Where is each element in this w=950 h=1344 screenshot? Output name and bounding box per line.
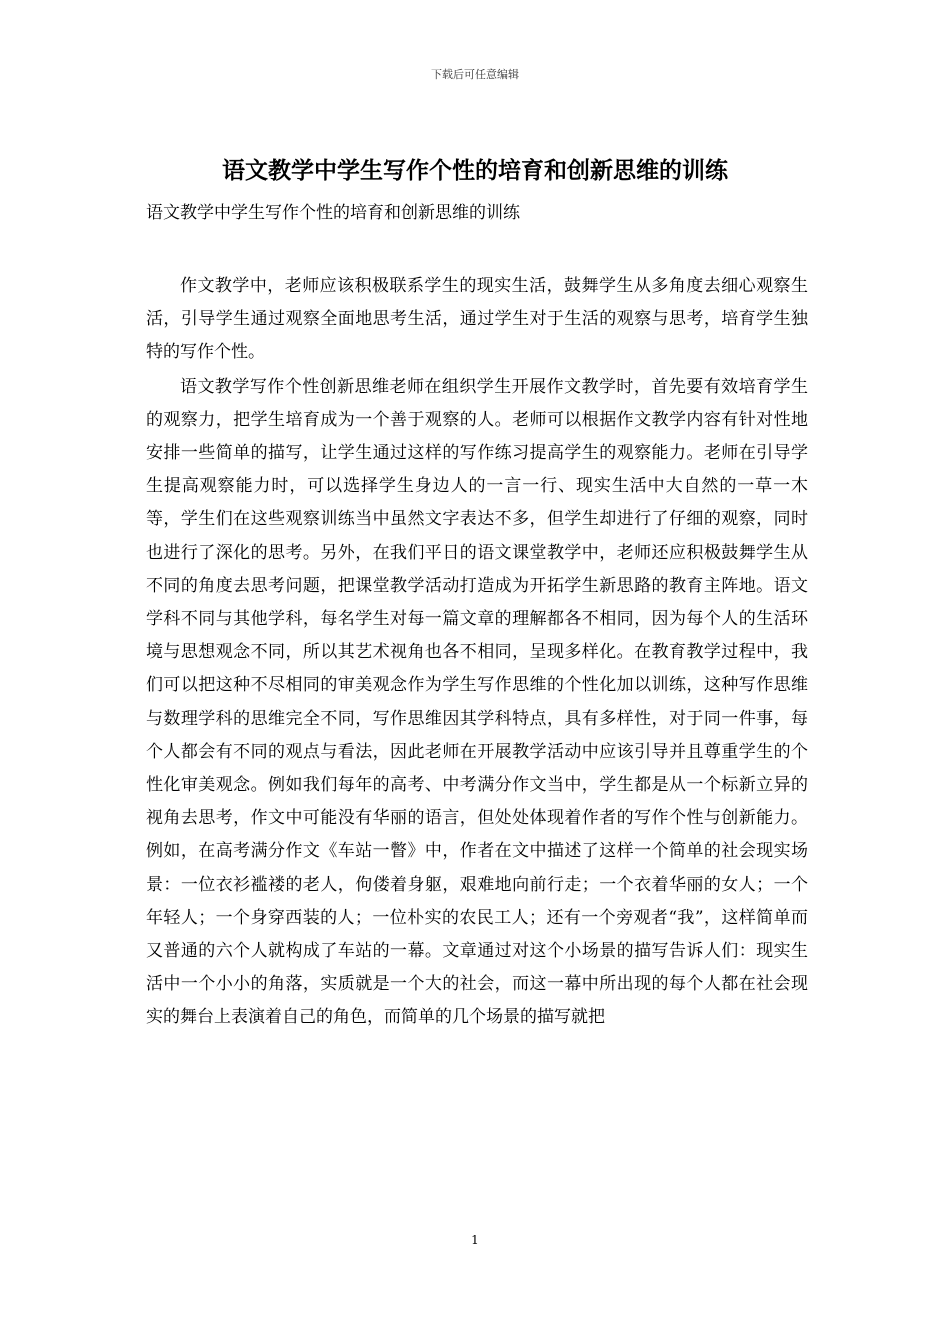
paragraph: 语文教学写作个性创新思维老师在组织学生开展作文教学时，首先要有效培育学生的观察力，把学生培育成为一个善于观察的人。老师可以根据作文教学内容有针对性地安排一些简单的描写，让学生通过这样的写作练习提高学生的观察能力。老师在引导学生提高观察能力时，可以选择学生身边人的一言一行、现实生活中大自然的一草一木等，学生们在这些观察训练当中虽然文字表达不多，但学生却进行了仔细的观察，同时也进行了深化的思考。另外，在我们平日的语文课堂教学中，老师还应积极鼓舞学生从不同的角度去思考问题，把课堂教学活动打造成为开拓学生新思路的教育主阵地。语文学科不同与其他学科，每名学生对每一篇文章的理解都各不相同，因为每个人的生活环境与思想观念不同，所以其艺术视角也各不相同，呈现多样化。在教育教学过程中，我们可以把这种不尽相同的审美观念作为学生写作思维的个性化加以训练，这种写作思维与数理学科的思维完全不同，写作思维因其学科特点，具有多样性，对于同一件事，每个人都会有不同的观点与看法，因此老师在开展教学活动中应该引导并且尊重学生的个性化审美观念。例如我们每年的高考、中考满分作文当中，学生都是从一个标新立异的视角去思考，作文中可能没有华丽的语言，但处处体现着作者的写作个性与创新能力。例如，在高考满分作文《车站一瞥》中，作者在文中描述了这样一个简单的社会现实场景：一位衣衫褴褛的老人，佝偻着身躯，艰难地向前行走；一个衣着华丽的女人；一个年轻人；一个身穿西装的人；一位朴实的农民工人；还有一个旁观者“我”，这样简单而又普通的六个人就构成了车站的一幕。文章通过对这个小场景的描写告诉人们：现实生活中一个小小的角落，实质就是一个大的社会，而这一幕中所出现的每个人都在社会现实的舞台上表演着自己的角色，而简单的几个场景的描写就把 — [146, 376, 808, 1028]
page-number: 1 — [471, 1233, 479, 1247]
document-body — [146, 270, 808, 1036]
document-title: 语文教学中学生写作个性的培育和创新思维的训练 — [222, 157, 728, 184]
document-subtitle: 语文教学中学生写作个性的培育和创新思维的训练 — [146, 203, 520, 223]
header-note: 下载后可任意编辑 — [431, 68, 519, 81]
paragraph: 作文教学中，老师应该积极联系学生的现实生活，鼓舞学生从多角度去细心观察生活，引导学生通过观察全面地思考生活，通过学生对于生活的观察与思考，培育学生独特的写作个性。 — [146, 276, 808, 363]
